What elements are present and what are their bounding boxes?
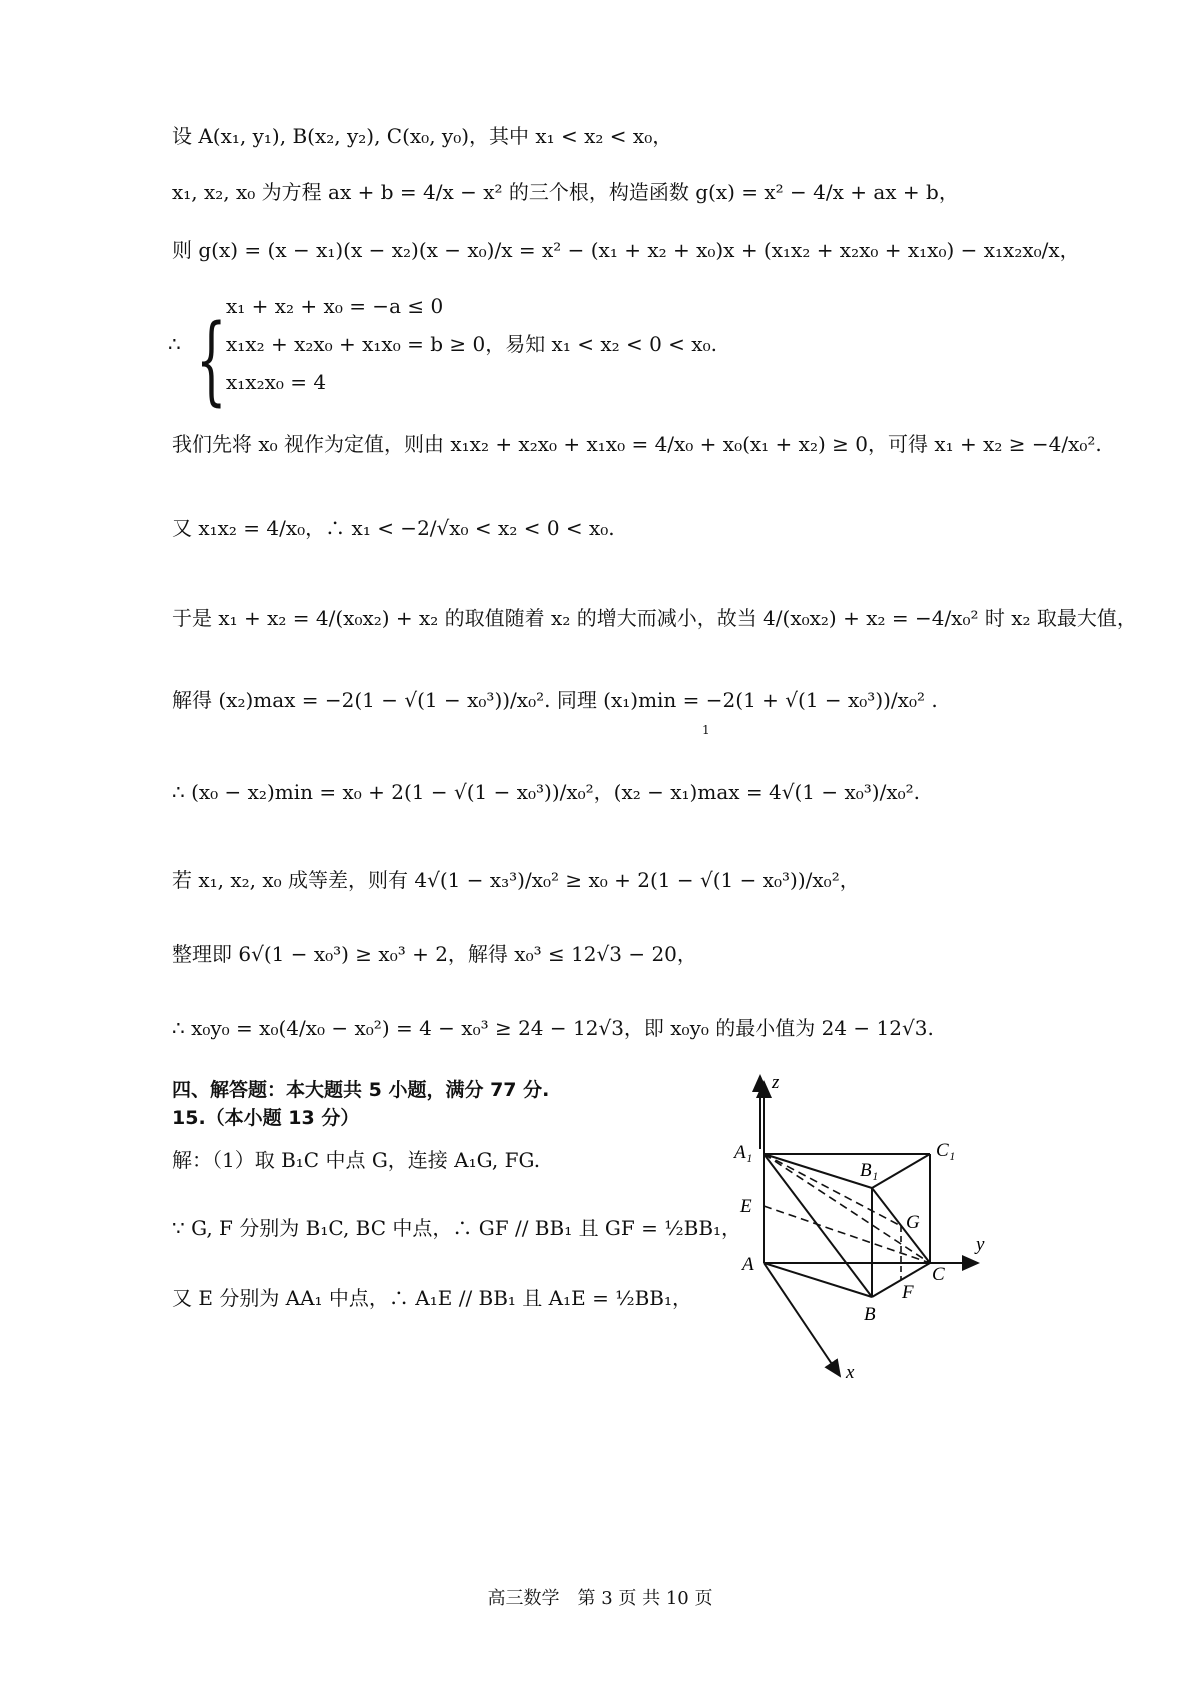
solution-line-2: ∵ G, F 分别为 B₁C, BC 中点，∴ GF // BB₁ 且 GF = ½BB₁， [172, 1216, 742, 1240]
text-line-5: 我们先将 x₀ 视作为定值，则由 x₁x₂ + x₂x₀ + x₁x₀ = 4/x₀ + x₀(x₁ + x₂) ≥ 0，可得 x₁ + x₂ ≥ −4/x₀². [172, 432, 1102, 456]
edge-a1b [764, 1154, 872, 1297]
label-a1: A₁ [734, 1142, 753, 1163]
edge-ab [764, 1263, 872, 1297]
text-line-9: ∴ (x₀ − x₂)min = x₀ + 2(1 − √(1 − x₀³))/x₀²，(x₂ − x₁)max = 4√(1 − x₀³)/x₀². [172, 780, 920, 804]
text-line-3: 则 g(x) = (x − x₁)(x − x₂)(x − x₀)/x = x² − (x₁ + x₂ + x₀)x + (x₁x₂ + x₂x₀ + x₁x₀) − x₁x₂x₀/x， [172, 238, 1080, 262]
solution-line-1: 解：（1）取 B₁C 中点 G，连接 A₁G, FG. [172, 1148, 541, 1172]
text-line-7: 于是 x₁ + x₂ = 4/(x₀x₂) + x₂ 的取值随着 x₂ 的增大而减小，故当 4/(x₀x₂) + x₂ = −4/x₀² 时 x₂ 取最大值， [172, 606, 1137, 630]
label-b1: B₁ [860, 1160, 879, 1181]
label-b: B [864, 1304, 876, 1325]
text-line-1: 设 A(x₁, y₁), B(x₂, y₂), C(x₀, y₀)，其中 x₁ < x₂ < x₀， [172, 124, 673, 148]
prism-figure [734, 1072, 1080, 1388]
edge-a1b1 [764, 1154, 872, 1188]
label-a: A [742, 1254, 754, 1275]
text-line-10: 若 x₁, x₂, x₀ 成等差，则有 4√(1 − x₃³)/x₀² ≥ x₀ + 2(1 − √(1 − x₀³))/x₀²， [172, 868, 860, 892]
system-eq-3: x₁x₂x₀ = 4 [226, 370, 327, 394]
stray-mark: 1 [702, 723, 710, 737]
section-heading: 四、解答题：本大题共 5 小题，满分 77 分. [172, 1079, 550, 1101]
text-line-12: ∴ x₀y₀ = x₀(4/x₀ − x₀²) = 4 − x₀³ ≥ 24 − 12√3，即 x₀y₀ 的最小值为 24 − 12√3. [172, 1016, 934, 1040]
label-c1: C₁ [936, 1140, 956, 1161]
dash-a1c [764, 1154, 930, 1263]
therefore-symbol: ∴ [168, 332, 181, 356]
edge-b1c1 [872, 1154, 930, 1188]
label-e: E [740, 1196, 752, 1217]
label-axis-x: x [846, 1362, 855, 1383]
text-line-11: 整理即 6√(1 − x₀³) ≥ x₀³ + 2，解得 x₀³ ≤ 12√3 − 20， [172, 942, 697, 966]
label-axis-y: y [976, 1234, 985, 1255]
text-line-6: 又 x₁x₂ = 4/x₀，∴ x₁ < −2/√x₀ < x₂ < 0 < x₀. [172, 516, 615, 540]
page-footer: 高三数学 第 3 页 共 10 页 [487, 1588, 713, 1609]
text-line-8: 解得 (x₂)max = −2(1 − √(1 − x₀³))/x₀². 同理 (x₁)min = −2(1 + √(1 − x₀³))/x₀² . [172, 688, 938, 712]
solution-line-3: 又 E 分别为 AA₁ 中点，∴ A₁E // BB₁ 且 A₁E = ½BB₁， [172, 1286, 692, 1310]
dash-a1g [764, 1154, 901, 1226]
problem-number: 15.（本小题 13 分） [172, 1107, 360, 1129]
label-axis-z: z [772, 1072, 780, 1093]
system-brace: { [196, 304, 227, 416]
x-axis [764, 1263, 840, 1376]
system-eq-1: x₁ + x₂ + x₀ = −a ≤ 0 [226, 294, 444, 318]
label-c: C [932, 1264, 945, 1285]
system-eq-2: x₁x₂ + x₂x₀ + x₁x₀ = b ≥ 0，易知 x₁ < x₂ < 0 < x₀. [226, 332, 717, 356]
label-f: F [902, 1282, 914, 1303]
label-g: G [906, 1212, 920, 1233]
text-line-2: x₁, x₂, x₀ 为方程 ax + b = 4/x − x² 的三个根，构造函数 g(x) = x² − 4/x + ax + b， [172, 180, 959, 204]
